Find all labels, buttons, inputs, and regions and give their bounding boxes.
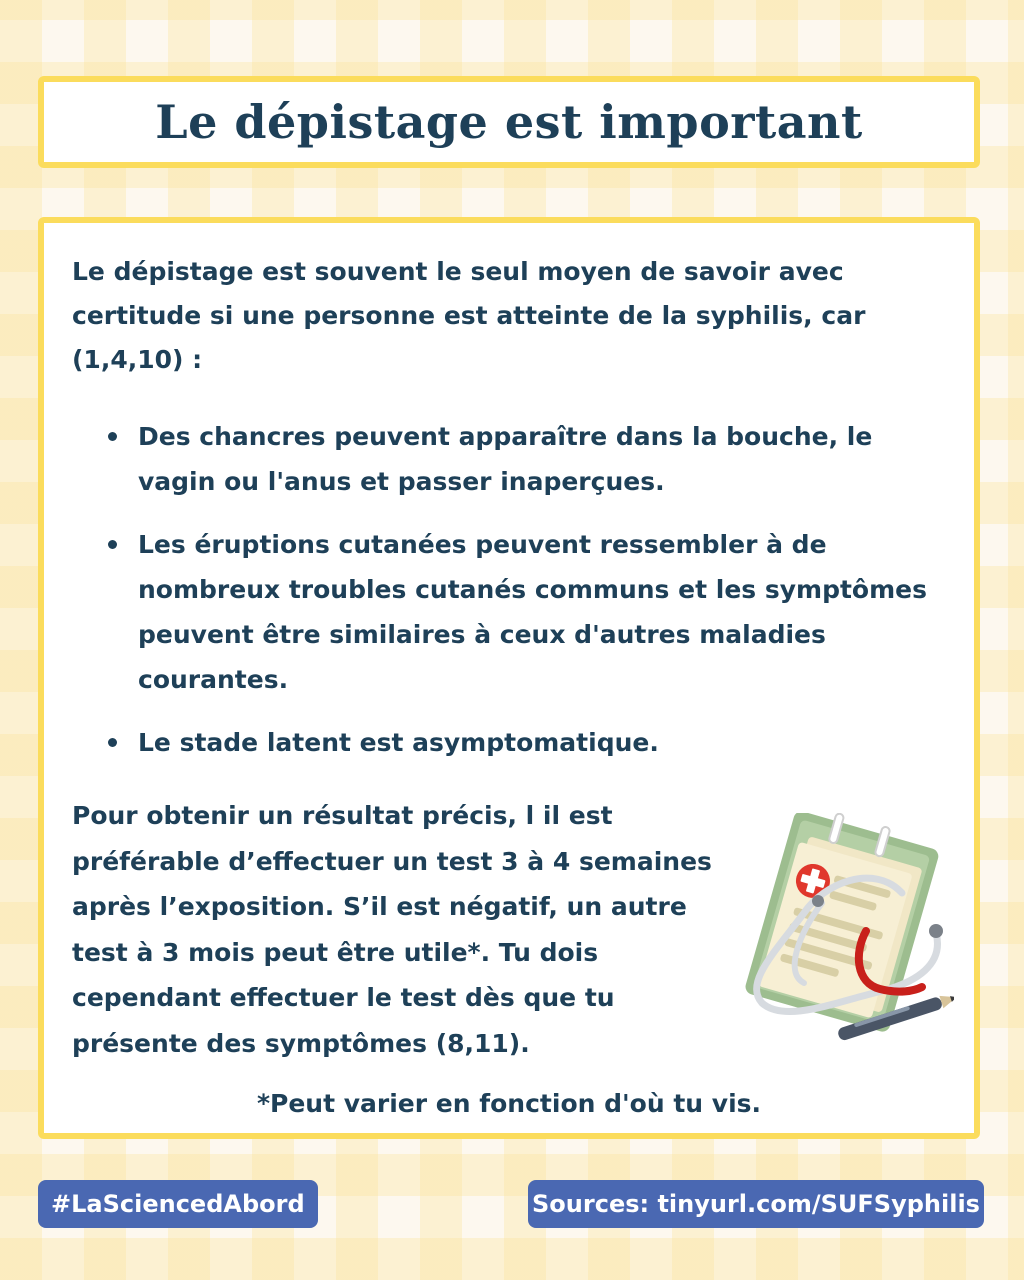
content-card xyxy=(38,217,980,1139)
list-item xyxy=(72,414,932,504)
list-item-text: Des chancres peuvent apparaître dans la bouche, le vagin ou l'anus et passer inaperçues. xyxy=(138,422,873,496)
list-item xyxy=(72,522,932,702)
list-item-text: Les éruptions cutanées peuvent ressembler à de nombreux troubles cutanés communs et les symptômes peuvent être similaires à ceux d'autres maladies courantes. xyxy=(138,530,927,694)
reasons-list xyxy=(72,414,932,783)
bullet-icon xyxy=(108,540,117,549)
intro-paragraph: Le dépistage est souvent le seul moyen de savoir avec certitude si une personne est atteinte de la syphilis, car (1,4,10) : xyxy=(72,257,866,374)
list-item xyxy=(72,720,932,765)
timing-paragraph: Pour obtenir un résultat précis, l il est préférable d’effectuer un test 3 à 4 semaines après l’exposition. S’il est négatif, un autre test à 3 mois peut être utile*. Tu dois cependant effectuer le test dès que tu présente des symptômes (8,11). xyxy=(72,801,712,1058)
bullet-icon xyxy=(108,432,117,441)
clipboard-stethoscope-icon xyxy=(704,813,954,1053)
hashtag-badge: #LaSciencedAbord xyxy=(38,1180,318,1228)
footnote: *Peut varier en fonction d'où tu vis. xyxy=(256,1089,762,1118)
bullet-icon xyxy=(108,738,117,747)
page-title: Le dépistage est important xyxy=(155,95,863,149)
list-item-text: Le stade latent est asymptomatique. xyxy=(138,728,659,757)
title-banner xyxy=(38,76,980,168)
sources-link[interactable]: Sources: tinyurl.com/SUFSyphilis xyxy=(528,1180,984,1228)
